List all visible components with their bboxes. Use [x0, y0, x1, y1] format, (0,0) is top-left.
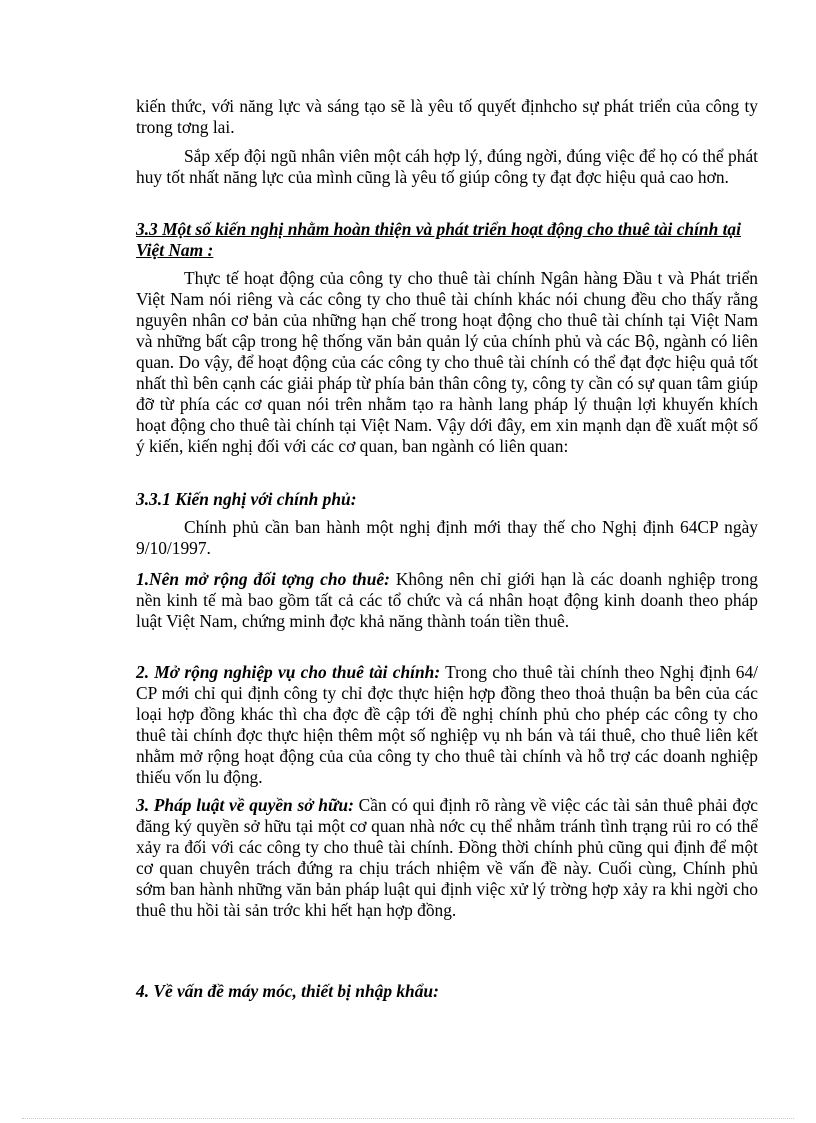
item-2-title: 2. Mở rộng nghiệp vụ cho thuê tài chính: [136, 662, 441, 682]
item-1-text: Không nên chỉ giới hạn là các doanh nghiệp trong nền kinh tế mà bao gồm tất cả các tổ chức và cá nhân hoạt động kinh doanh theo pháp luật Việt Nam, chứng minh đợc khả năng thành toán tiền thuê. [136, 569, 758, 631]
subsection-heading-3-3-1: 3.3.1 Kiến nghị với chính phủ: [136, 489, 357, 509]
item-3-text: Cần có qui định rõ ràng về việc các tài sản thuê phải đợc đăng ký quyền sở hữu tại một cơ quan nhà nớc cụ thể nhằm tránh tình trạng rủi ro có thể xảy ra đối với các công ty cho thuê tài chính. Đồng thời chính phủ cũng qui định để một cơ quan chuyên trách đứng ra chịu trách nhiệm về vấn đề này. Cuối cùng, Chính phủ sớm ban hành những văn bản pháp luật qui định việc xử lý trờng hợp xảy ra khi ngời cho thuê thu hồi tài sản trớc khi hết hạn hợp đồng. [136, 795, 758, 920]
recommendation-item-3 [136, 795, 758, 921]
item-4-title: 4. Về vấn đề máy móc, thiết bị nhập khẩu: [136, 981, 439, 1001]
recommendation-item-4 [136, 981, 758, 1002]
page-bottom-divider [22, 1118, 794, 1119]
recommendation-item-1 [136, 569, 758, 632]
paragraph-practice: Thực tế hoạt động của công ty cho thuê tài chính Ngân hàng Đầu t và Phát triển Việt Nam nói riêng và các công ty cho thuê tài chính khác nói chung đều cho thấy rằng nguyên nhân cơ bản của những hạn chế trong hoạt động cho thuê tài chính tại Việt Nam và những bất cập trong hệ thống văn bản quản lý của chính phủ và các Bộ, ngành có liên quan. Do vậy, để hoạt động của các công ty cho thuê tài chính có thể đạt đợc hiệu quả tốt nhất thì bên cạnh các giải pháp từ phía bản thân công ty, công ty cần có sự quan tâm giúp đỡ từ phía các cơ quan nói trên nhằm tạo ra hành lang pháp lý thuận lợi khuyến khích hoạt động cho thuê tài chính tại Việt Nam. Vậy dới đây, em xin mạnh dạn đề xuất một số ý kiến, kiến nghị đối với các cơ quan, ban ngành có liên quan: [136, 268, 758, 456]
paragraph-intro-continued: kiến thức, với năng lực và sáng tạo sẽ là yêu tố quyết địnhcho sự phát triển của công ty trong tơng lai. [136, 96, 758, 137]
paragraph-staff-arrangement: Sắp xếp đội ngũ nhân viên một cáh hợp lý, đúng ngời, đúng việc để họ có thể phát huy tốt nhất năng lực của mình cũng là yêu tố giúp công ty đạt đợc hiệu quả cao hơn. [136, 146, 758, 187]
item-1-title: 1.Nên mở rộng đối tợng cho thuê: [136, 569, 390, 589]
recommendation-item-2 [136, 662, 758, 788]
item-3-title: 3. Pháp luật về quyền sở hữu: [136, 795, 354, 815]
paragraph-government-decree: Chính phủ cần ban hành một nghị định mới thay thế cho Nghị định 64CP ngày 9/10/1997. [136, 517, 758, 558]
section-heading-3-3: 3.3 Một số kiến nghị nhằm hoàn thiện và phát triển hoạt động cho thuê tài chính tại Việt Nam : [136, 219, 741, 260]
item-2-text: Trong cho thuê tài chính theo Nghị định 64/ CP mới chỉ qui định công ty chỉ đợc thực hiện hợp đồng theo thoả thuận ba bên của các loại hợp đồng khác thì cha đợc đề cập tới đề nghị chính phủ cho phép các công ty cho thuê tài chính đợc thực hiện thêm một số nghiệp vụ nh bán và tái thuê, cho thuê liên kết nhằm mở rộng hoạt động của của công ty cho thuê tài chính và hỗ trợ các doanh nghiệp thiếu vốn lu động. [136, 662, 758, 787]
